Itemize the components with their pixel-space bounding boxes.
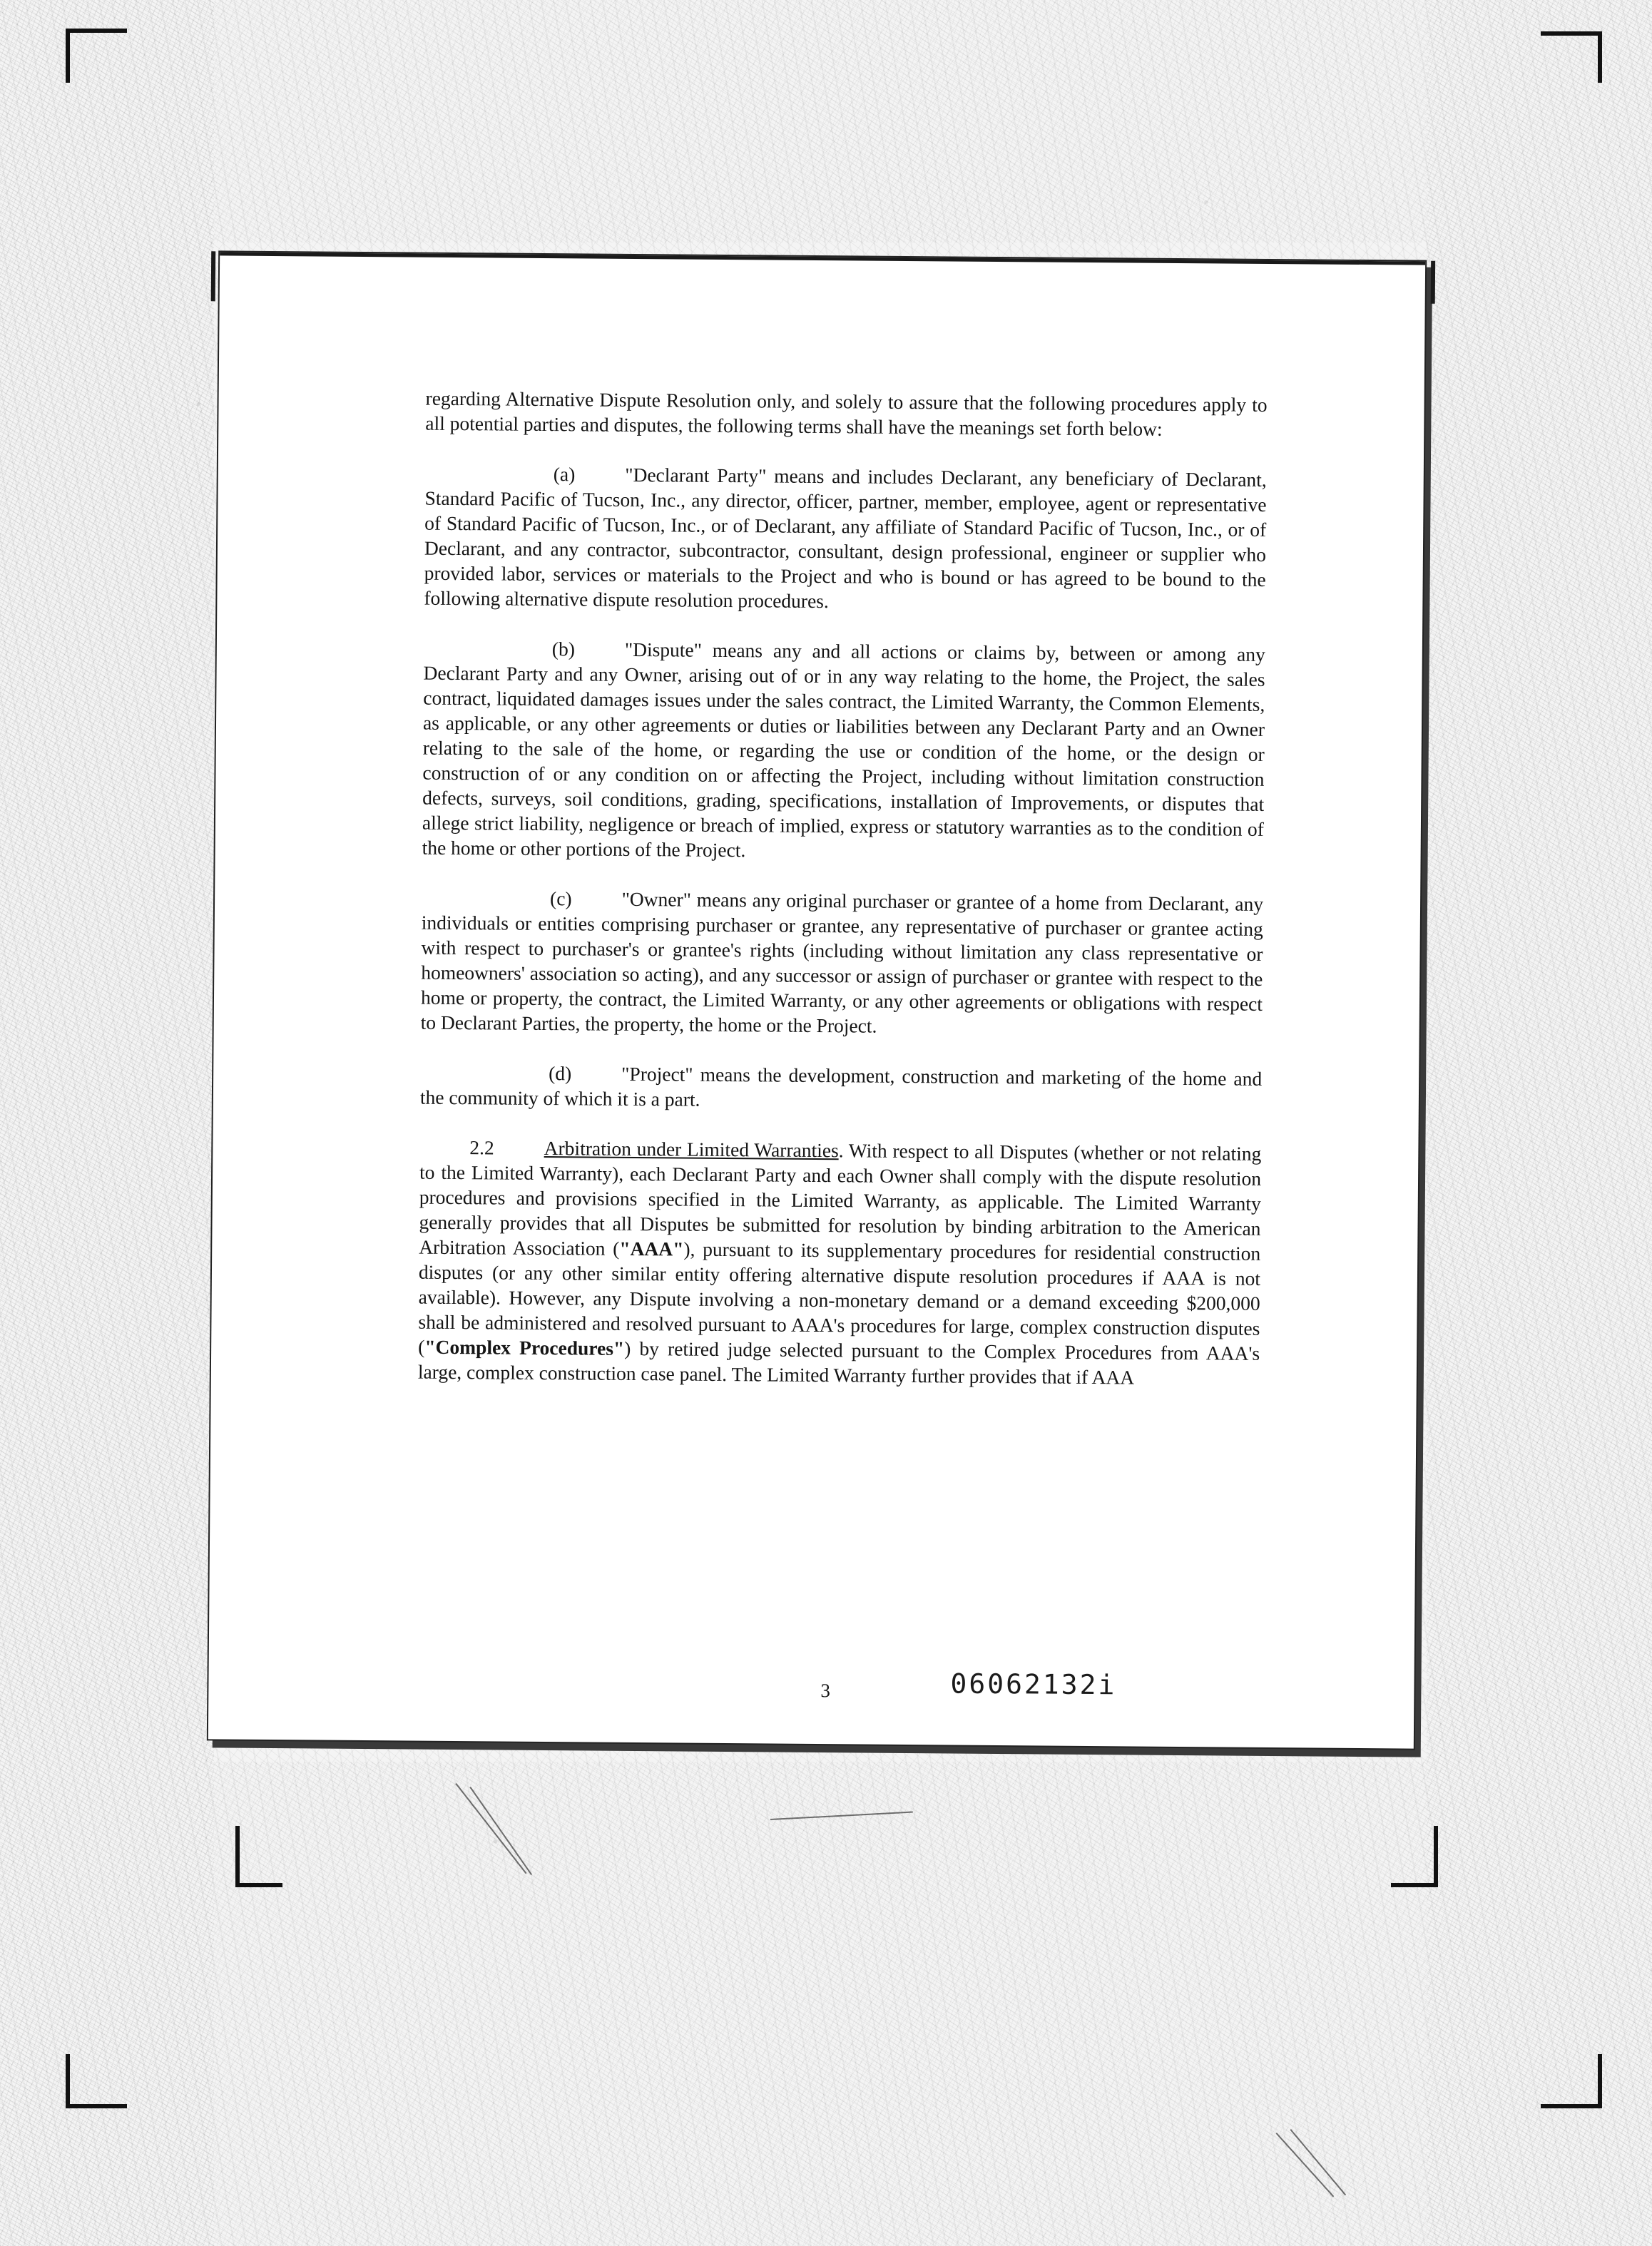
section-heading: Arbitration under Limited Warranties [544,1137,839,1162]
section-aaa-term: "AAA" [619,1237,684,1260]
section-text-4: retired judge selected pursuant to the Complex Procedures from AAA's large, complex construction case panel. The Limited Warranty further provides that if AAA [417,1337,1260,1389]
document-body [417,386,1267,1416]
section-2-2 [418,1135,1262,1391]
page-corner-mark-left [211,251,216,301]
definition-b-label: (b) [551,638,576,660]
section-text-2: ), pursuant to its supplementary procedures for residential construction disputes (or any other similar entity offering alternative dispute resolution procedures if AAA is not available). However, any Dispute involving a non-monetary demand or a demand exceeding $200,000 shall be administered and resolved pursuant to AAA's procedures for large, complex construction disputes ( [418,1237,1261,1358]
paragraph-intro [425,386,1268,442]
crop-mark-mid-right [1391,1826,1438,1887]
crop-mark-bottom-left [66,2054,127,2108]
definition-project [420,1060,1263,1116]
definition-b-text: "Dispute" means any and all actions or claims by, between or among any Declarant Party and any Owner, arising out of or in any way relating to the home, the Project, the sales contract, liquidated damages issues under the sales contract, the Limited Warranty, the Common Elements, as applicable, or any other agreements or duties or liabilities between any Declarant Party and an Owner relating to the sale of the home, or regarding the use or condition of the home, or the design or construction of or any condition on or affecting the Project, including without limitation construction defects, surveys, soil conditions, grading, specifications, installation of Improvements, or disputes that allege strict liability, negligence or breach of implied, express or statutory warranties as to the condition of the home or other portions of the Project. [422,638,1265,862]
page-number: 3 [820,1680,831,1702]
crop-mark-top-right [1541,31,1602,83]
section-complex-term: "Complex Procedures" [424,1335,625,1359]
definition-d-label: (d) [549,1062,572,1085]
section-number: 2.2 [469,1136,494,1159]
crop-mark-mid-left [235,1826,282,1887]
definition-c-label: (c) [549,887,572,910]
crop-mark-bottom-right [1541,2054,1602,2108]
document-id-stamp: 06062132i [950,1668,1117,1701]
scan-noise-left [0,0,214,2246]
page-corner-mark-right [1431,261,1435,304]
section-text-3: ) by [624,1337,660,1360]
scan-noise-right [1427,0,1652,2246]
definition-declarant-party [424,461,1267,617]
definition-a-label: (a) [553,463,576,486]
scan-noise-top [214,0,1427,243]
definition-owner [421,885,1264,1041]
definition-c-text: "Owner" means any original purchaser or grantee of a home from Declarant, any individuals or entities comprising purchaser or grantee, any representative of purchaser or grantee acting with respect to purchaser's or grantee's rights (including without limitation any class representative or homeowners' association so acting), and any successor or assign of purchaser or grantee with respect to the home or property, the contract, the Limited Warranty, or any other agreements or obligations with respect to Declarant Parties, the property, the home or the Project. [420,887,1264,1037]
definition-dispute [422,635,1265,867]
section-text-1: . With respect to all Disputes (whether or not relating to the Limited Warranty), each Declarant Party and each Owner shall comply with the dispute resolution procedures and provisions specified in the Limited Warranty, as applicable. The Limited Warranty generally provides that all Disputes be submitted for resolution by binding arbitration to the American Arbitration Association ( [419,1139,1262,1260]
scan-noise-bottom [214,1762,1427,2246]
definition-d-text: "Project" means the development, construction and marketing of the home and the community of which it is a part. [419,1062,1263,1111]
paragraph-intro-text: regarding Alternative Dispute Resolution only, and solely to assure that the following procedures apply to all potential parties and disputes, the following terms shall have the meanings set forth below: [425,387,1268,440]
document-page [208,252,1425,1748]
definition-a-text: "Declarant Party" means and includes Declarant, any beneficiary of Declarant, Standard Pacific of Tucson, Inc., any director, officer, partner, member, employee, agent or representative of Standard Pacific of Tucson, Inc., or of Declarant, any affiliate of Standard Pacific of Tucson, Inc., or of Declarant, and any contractor, subcontractor, consultant, design professional, engineer or supplier who provided labor, services or materials to the Project and who is bound or has agreed to be bound to the following alternative dispute resolution procedures. [424,463,1267,613]
crop-mark-top-left [66,29,127,83]
